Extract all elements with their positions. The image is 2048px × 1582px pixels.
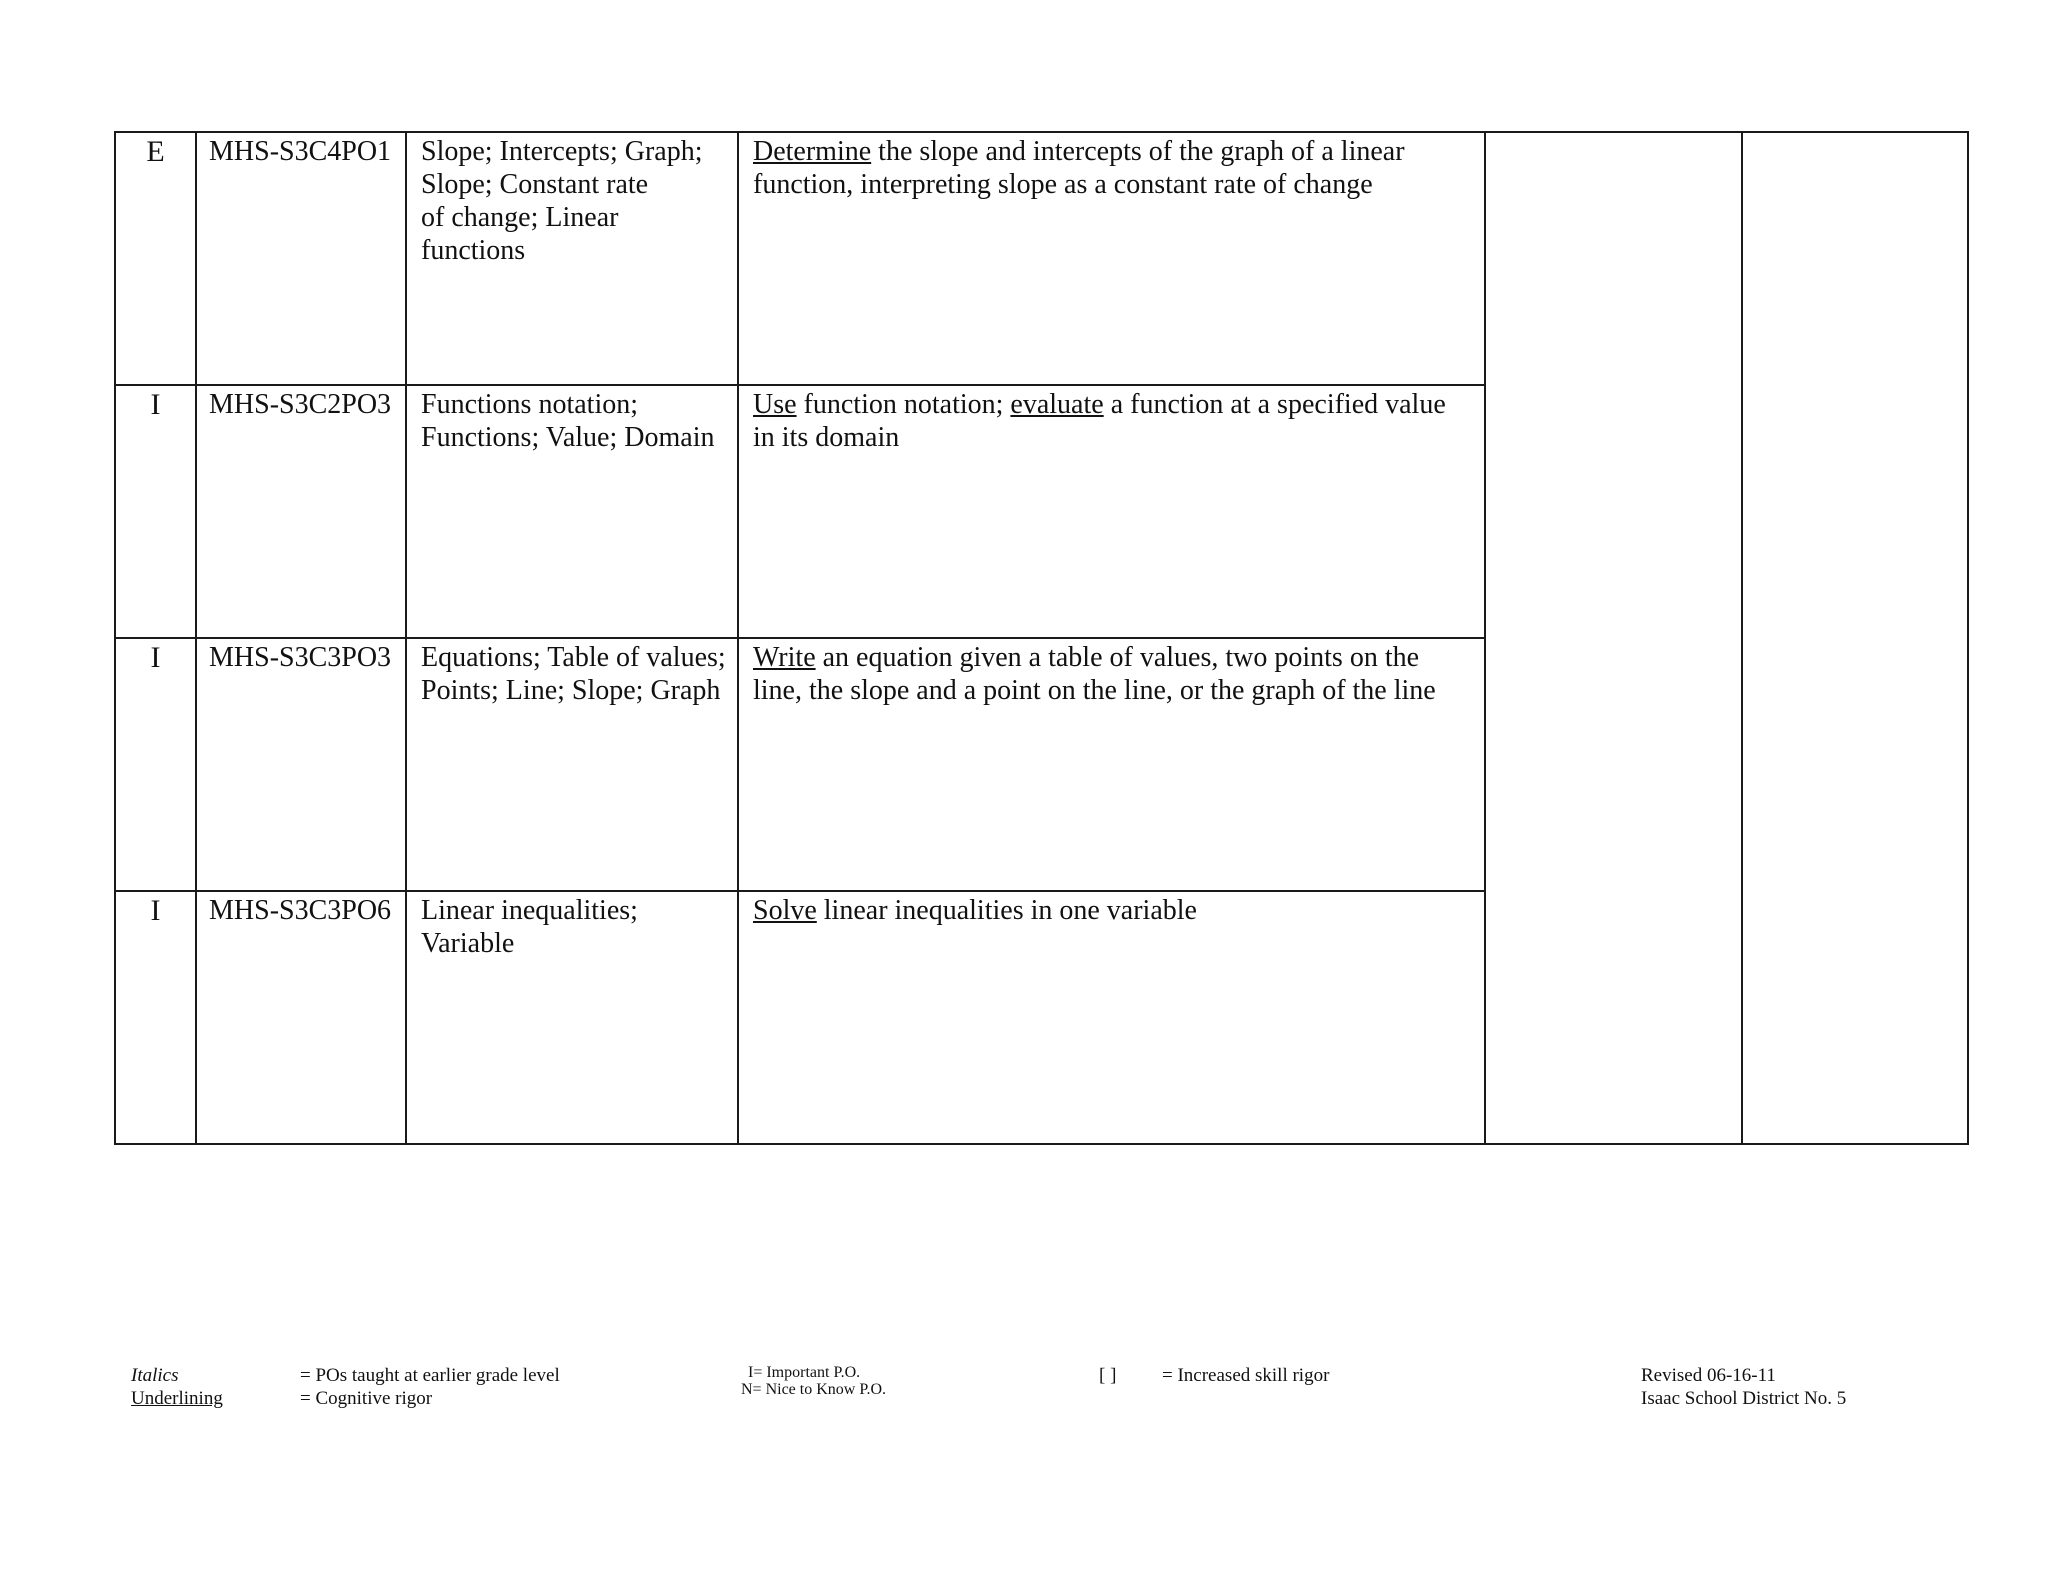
- standards-table: [114, 131, 1969, 1145]
- blank-column-6: [1742, 132, 1968, 1144]
- revised-date: Revised 06-16-11: [1641, 1365, 1776, 1386]
- cognitive-verb: Solve: [753, 895, 817, 926]
- standard-code: MHS-S3C2PO3: [209, 389, 392, 420]
- standard-code-cell: [196, 891, 406, 1144]
- cognitive-verb: Write: [753, 642, 816, 673]
- importance-cell: [115, 385, 196, 638]
- standard-code: MHS-S3C3PO6: [209, 895, 392, 926]
- table-row: [115, 132, 1968, 385]
- objective-text: function notation;: [796, 389, 1011, 420]
- blank-column-5: [1485, 132, 1742, 1144]
- legend-underlining-label: Underlining: [131, 1388, 223, 1409]
- importance-cell: [115, 132, 196, 385]
- legend-brackets: [ ]: [1099, 1365, 1117, 1386]
- vocabulary-line: Linear inequalities;: [421, 895, 638, 926]
- performance-objective-cell: [738, 132, 1485, 385]
- standard-code-cell: [196, 385, 406, 638]
- legend-brackets-desc: = Increased skill rigor: [1162, 1365, 1330, 1386]
- legend-underlining-desc: = Cognitive rigor: [300, 1388, 433, 1409]
- standard-code-cell: [196, 132, 406, 385]
- vocabulary-line: of change; Linear: [421, 202, 619, 233]
- legend-important: I= Important P.O.: [748, 1364, 861, 1381]
- objective-text: a function at a specified value in its domain: [753, 389, 1446, 453]
- legend-italics-label: Italics: [131, 1365, 179, 1386]
- importance-value: I: [150, 641, 161, 674]
- vocabulary-line: Functions; Value; Domain: [421, 422, 715, 453]
- importance-value: I: [150, 894, 161, 927]
- cognitive-verb: Determine: [753, 136, 872, 167]
- district-name: Isaac School District No. 5: [1641, 1388, 1847, 1409]
- cognitive-verb: evaluate: [1010, 389, 1104, 420]
- vocabulary-line: Slope; Constant rate: [421, 169, 649, 200]
- vocabulary-line: Points; Line; Slope; Graph: [421, 675, 721, 706]
- importance-value: E: [146, 135, 165, 168]
- vocabulary-line: functions: [421, 235, 526, 266]
- vocabulary-cell: [406, 385, 738, 638]
- importance-cell: [115, 891, 196, 1144]
- vocabulary-cell: [406, 132, 738, 385]
- performance-objective-cell: [738, 891, 1485, 1144]
- performance-objective-cell: [738, 638, 1485, 891]
- importance-cell: [115, 638, 196, 891]
- vocabulary-line: Variable: [421, 928, 515, 959]
- objective-text: an equation given a table of values, two points on the line, the slope and a point on the line, or the graph of the line: [753, 642, 1436, 706]
- standard-code-cell: [196, 638, 406, 891]
- legend-italics-desc: = POs taught at earlier grade level: [300, 1365, 560, 1386]
- legend-nice: N= Nice to Know P.O.: [741, 1381, 887, 1398]
- cognitive-verb: Use: [753, 389, 797, 420]
- vocabulary-line: Slope; Intercepts; Graph;: [421, 136, 703, 167]
- objective-text: the slope and intercepts of the graph of a linear function, interpreting slope as a constant rate of change: [753, 136, 1405, 200]
- vocabulary-cell: [406, 891, 738, 1144]
- standard-code: MHS-S3C4PO1: [209, 136, 392, 167]
- vocabulary-line: Equations; Table of values;: [421, 642, 726, 673]
- vocabulary-cell: [406, 638, 738, 891]
- performance-objective-cell: [738, 385, 1485, 638]
- objective-text: linear inequalities in one variable: [816, 895, 1197, 926]
- vocabulary-line: Functions notation;: [421, 389, 638, 420]
- importance-value: I: [150, 388, 161, 421]
- standard-code: MHS-S3C3PO3: [209, 642, 392, 673]
